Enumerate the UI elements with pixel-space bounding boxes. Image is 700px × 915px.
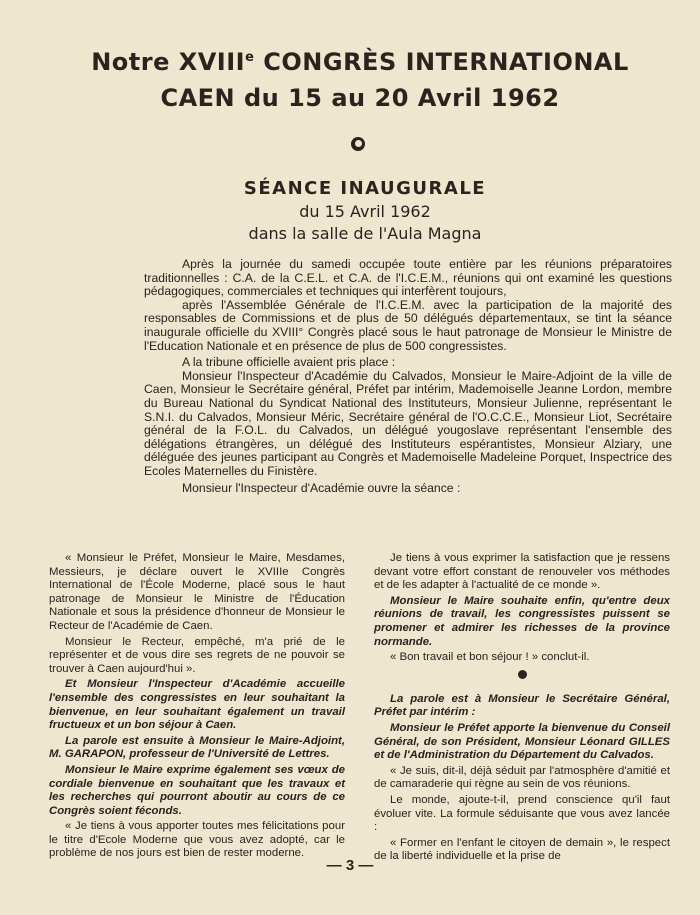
session-place: dans la salle de l'Aula Magna bbox=[248, 224, 482, 243]
column-paragraph: Et Monsieur l'Inspecteur d'Académie accueille l'ensemble des congressistes en leur souhaitant la bienvenue, en leur souhaitant également un travail fructueux et un bon séjour à Caen. bbox=[49, 678, 345, 732]
column-paragraph: Monsieur le Maire souhaite enfin, qu'entre deux réunions de travail, les congressistes puissent se promener et admirer les richesses de la province normande. bbox=[374, 594, 670, 648]
ornament-icon bbox=[351, 137, 365, 151]
intro-paragraph: Monsieur l'Inspecteur d'Académie du Calvados, Monsieur le Maire-Adjoint de la ville de Caen, Monsieur le Secrétaire général, Préfet par intérim, Mademoiselle Jeanne Lordon, membre du Bureau National du Syndicat National des Instituteurs, Monsieur Julienne, représentant le S.N.I. du Calvados, Monsieur Méric, Secrétaire général de l'O.C.C.E., Monsieur Liot, Secrétaire général de la F.O.L. du Calvados, un délégué yougoslave représentant l'ensemble des délégations étrangères, un délégué des Instituteurs espérantistes, Monsieur Alziary, une déléguée des jeunes participant au Congrès et Mademoiselle Madeleine Porquet, Inspectrice des Ecoles Maternelles du Finistère. bbox=[144, 368, 672, 478]
congress-title-line-1: Notre XVIIIe CONGRÈS INTERNATIONAL bbox=[91, 48, 629, 76]
column-paragraph: La parole est ensuite à Monsieur le Maire-Adjoint, M. GARAPON, professeur de l'Université de Lettres. bbox=[49, 734, 345, 761]
session-title: SÉANCE INAUGURALE bbox=[243, 178, 487, 199]
column-paragraph: Monsieur le Préfet apporte la bienvenue du Conseil Général, de son Président, Monsieur Léonard GILLES et de l'Administration du Département du Calvados. bbox=[374, 721, 670, 762]
right-column bbox=[374, 552, 670, 864]
column-paragraph: « Former en l'enfant le citoyen de demain », le respect de la liberté individuelle et la prise de bbox=[374, 836, 670, 863]
column-paragraph: « Monsieur le Préfet, Monsieur le Maire, Mesdames, Messieurs, je déclare ouvert le XVIIIe Congrès International de l'École Moderne, placé sous le haut patronage de Monsieur le Ministre de l'Éducation Nationale et sous la présidence d'honneur de Monsieur le Recteur de l'Académie de Caen. bbox=[49, 552, 345, 632]
page-number: — 3 — bbox=[326, 857, 374, 874]
bullet-icon bbox=[518, 670, 527, 679]
intro-paragraph: Après la journée du samedi occupée toute entière par les réunions préparatoires traditionnelles : C.A. de la C.E.L. et C.A. de l'I.C.E.M., réunions qui ont examiné les questions pédagogiques, commerciales et techniques qui interfèrent toujours, bbox=[144, 257, 672, 299]
left-column bbox=[49, 552, 345, 861]
column-paragraph: Monsieur le Maire exprime également ses vœux de cordiale bienvenue en souhaitant que les travaux et les recherches qui pourront aboutir au cours de ce Congrès soient féconds. bbox=[49, 763, 345, 817]
intro-paragraph: après l'Assemblée Générale de l'I.C.E.M. avec la participation de la majorité des responsables de Commissions et de plus de 50 délégués départementaux, se tint la séance inaugurale officielle du XVIII° Congrès placé sous le haut patronage de Monsieur le Ministre de l'Education Nationale et en présence de plus de 500 congressistes. bbox=[144, 297, 672, 353]
intro-paragraph: Monsieur l'Inspecteur d'Académie ouvre la séance : bbox=[182, 480, 461, 495]
column-paragraph: « Bon travail et bon séjour ! » conclut-il. bbox=[390, 651, 590, 664]
column-paragraph: « Je suis, dit-il, déjà séduit par l'atmosphère d'amitié et de camaraderie qui règne au sein de vos réunions. bbox=[374, 764, 670, 791]
column-paragraph: Monsieur le Recteur, empêché, m'a prié de le représenter et de vous dire ses regrets de ne pouvoir se trouver à Caen aujourd'hui ». bbox=[49, 635, 345, 675]
session-date: du 15 Avril 1962 bbox=[299, 202, 431, 221]
congress-title-line-2: CAEN du 15 au 20 Avril 1962 bbox=[160, 84, 560, 112]
intro-paragraph: A la tribune officielle avaient pris place : bbox=[182, 355, 396, 370]
column-paragraph: La parole est à Monsieur le Secrétaire Général, Préfet par intérim : bbox=[374, 692, 670, 719]
intro-text bbox=[144, 258, 672, 495]
column-paragraph: Je tiens à vous exprimer la satisfaction que je ressens devant votre effort constant de renouveler vos méthodes et de les adapter à l'actualité de ce monde ». bbox=[374, 552, 670, 592]
column-paragraph: Le monde, ajoute-t-il, prend conscience qu'il faut évoluer vite. La formule séduisante que vous avez lancée : bbox=[374, 793, 670, 834]
column-paragraph: « Je tiens à vous apporter toutes mes félicitations pour le titre d'Ecole Moderne que vous avez adopté, car le problème de nos jours est bien de rester moderne. bbox=[49, 820, 345, 860]
